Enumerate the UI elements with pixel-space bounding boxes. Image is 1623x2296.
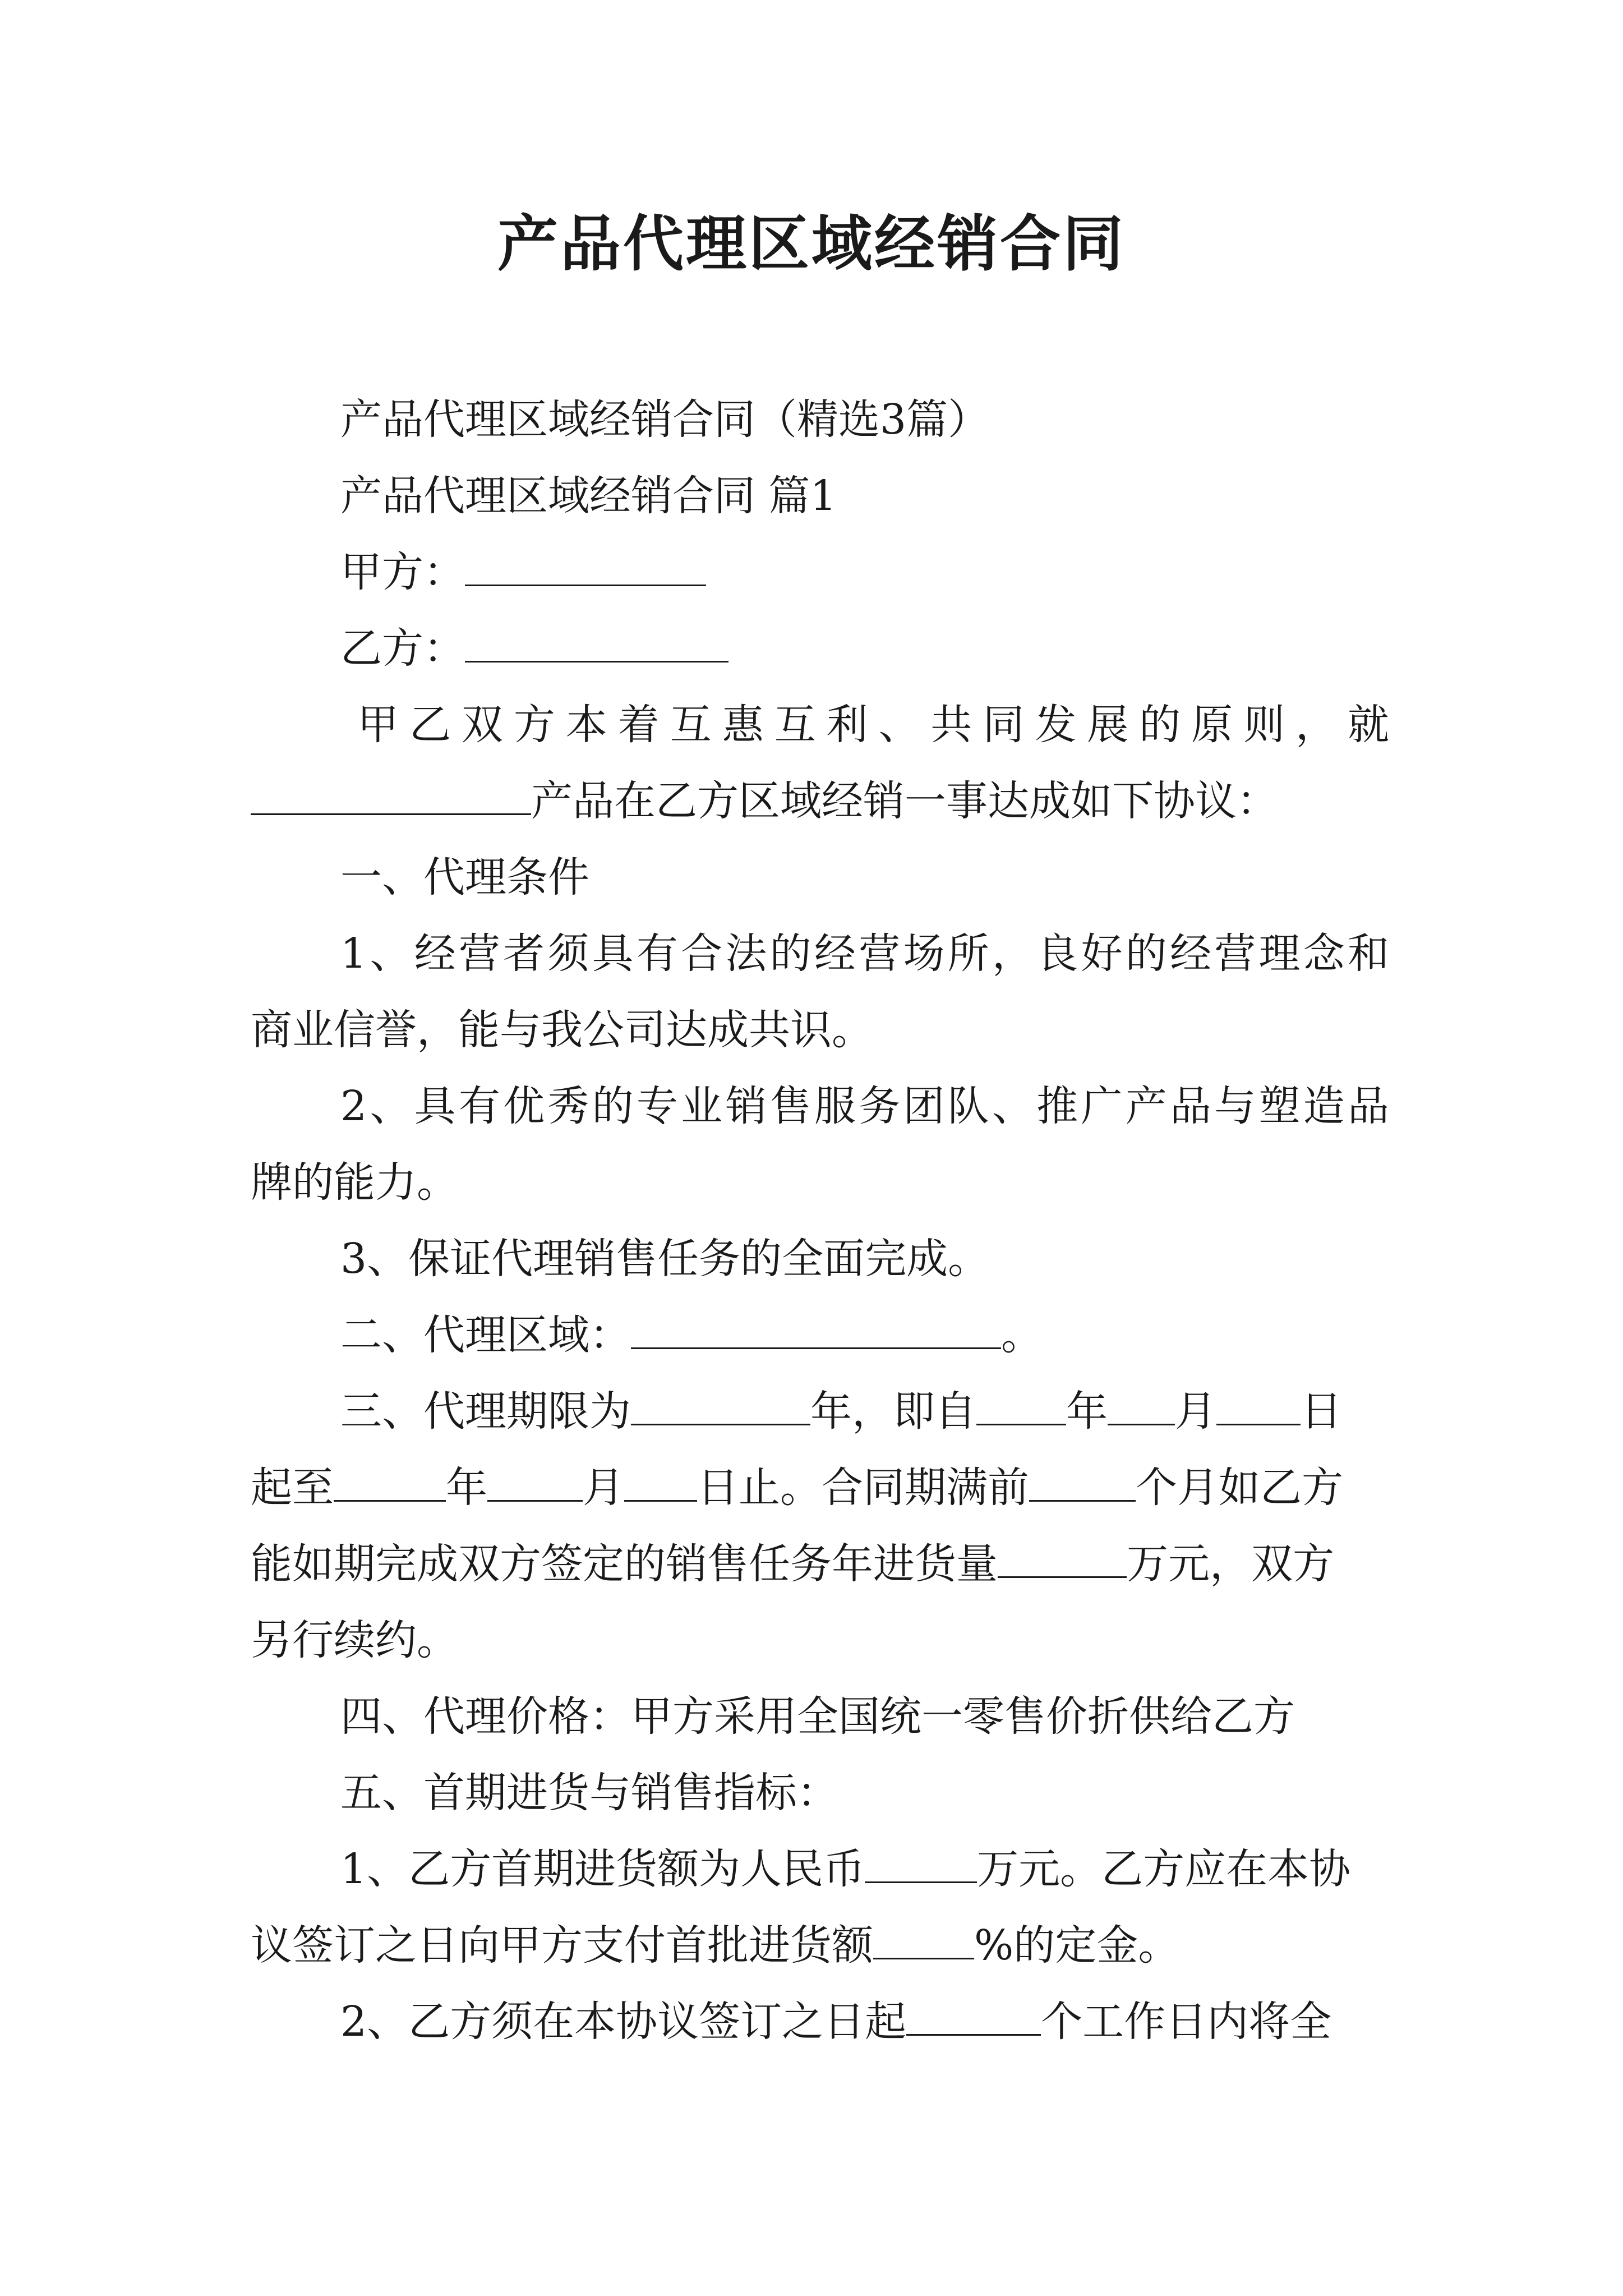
sec3-text: 日止。合同期满前 <box>697 1464 1029 1512</box>
party-b-blank <box>465 622 728 662</box>
section-3-line-3 <box>251 1526 1389 1602</box>
notice-months-blank <box>1029 1461 1136 1502</box>
sec5-text: 议签订之日向甲方支付首批进货额 <box>251 1921 873 1970</box>
part-heading: 产品代理区域经销合同 篇1 <box>340 472 837 520</box>
intro-line-2 <box>251 763 1389 839</box>
deposit-percent-blank <box>873 1918 974 1959</box>
region-blank <box>631 1308 1001 1349</box>
section-1-item-2-line-1: 2、具有优秀的专业销售服务团队、推广产品与塑造品 <box>340 1082 1389 1130</box>
section-5-item-1-line-1 <box>340 1831 1479 1907</box>
section-1-item-3: 3、保证代理销售任务的全面完成。 <box>340 1235 990 1283</box>
start-month-blank <box>1108 1384 1175 1425</box>
sec3-text: 三、代理期限为 <box>340 1387 631 1435</box>
section-2-line <box>340 1297 1479 1373</box>
sec3-text: 万元，双方 <box>1127 1540 1334 1588</box>
working-days-blank <box>906 1995 1041 2036</box>
sec5-text: 2、乙方须在本协议签订之日起 <box>340 1998 907 2046</box>
subtitle: 产品代理区域经销合同（精选3篇） <box>340 395 990 444</box>
party-b-label: 乙方： <box>340 624 465 673</box>
party-a-line <box>340 534 1479 610</box>
party-a-label: 甲方： <box>340 548 465 596</box>
sec3-text: 起至 <box>251 1464 334 1512</box>
party-b-line <box>340 610 1479 687</box>
sec3-text: 能如期完成双方签定的销售任务年进货量 <box>251 1540 998 1588</box>
section-1-item-1-line-2: 商业信誉，能与我公司达成共识。 <box>251 1006 873 1054</box>
sec5-text: 1、乙方首期进货额为人民币 <box>340 1845 865 1893</box>
term-years-blank <box>631 1384 810 1425</box>
start-year-blank <box>976 1384 1066 1425</box>
end-year-blank <box>334 1461 446 1502</box>
start-day-blank <box>1216 1384 1301 1425</box>
party-a-blank <box>465 545 706 586</box>
sec3-text: 年，即自 <box>810 1387 976 1435</box>
sec3-text: 年 <box>1066 1387 1108 1435</box>
section-3-line-2 <box>251 1450 1389 1526</box>
intro-line-1: 甲乙双方本着互惠互利、共同发展的原则，就 <box>357 701 1389 749</box>
sec5-text: 万元。乙方应在本协 <box>977 1845 1351 1893</box>
section-3-line-4: 另行续约。 <box>251 1616 458 1664</box>
section-1-item-2-line-2: 牌的能力。 <box>251 1158 458 1207</box>
intro-line-2-text: 产品在乙方区域经销一事达成如下协议： <box>531 777 1278 825</box>
annual-purchase-blank <box>998 1537 1127 1578</box>
sec3-text: 日 <box>1301 1387 1342 1435</box>
sec5-text: 个工作日内将全 <box>1041 1998 1332 2046</box>
end-month-blank <box>487 1461 583 1502</box>
section-3-line-1 <box>340 1373 1479 1450</box>
section-1-item-1-line-1: 1、经营者须具有合法的经营场所，良好的经营理念和 <box>340 930 1389 978</box>
document-title: 产品代理区域经销合同 <box>497 209 1126 279</box>
sec3-text: 个月如乙方 <box>1136 1464 1343 1512</box>
end-day-blank <box>624 1461 697 1502</box>
section-2-label: 二、代理区域： <box>340 1311 631 1359</box>
sec3-text: 年 <box>446 1464 487 1512</box>
initial-purchase-blank <box>865 1842 977 1883</box>
section-5-item-1-line-2 <box>251 1907 1389 1984</box>
sec3-text: 月 <box>1175 1387 1216 1435</box>
section-4: 四、代理价格：甲方采用全国统一零售价折供给乙方 <box>340 1692 1295 1741</box>
sec3-text: 月 <box>583 1464 624 1512</box>
section-1-heading: 一、代理条件 <box>340 853 589 901</box>
product-name-blank <box>251 774 531 815</box>
section-5-item-2-line-1 <box>340 1984 1479 2060</box>
sec5-text: %的定金。 <box>974 1921 1180 1970</box>
section-2-end: 。 <box>1001 1311 1043 1359</box>
section-5-heading: 五、首期进货与销售指标： <box>340 1769 838 1817</box>
